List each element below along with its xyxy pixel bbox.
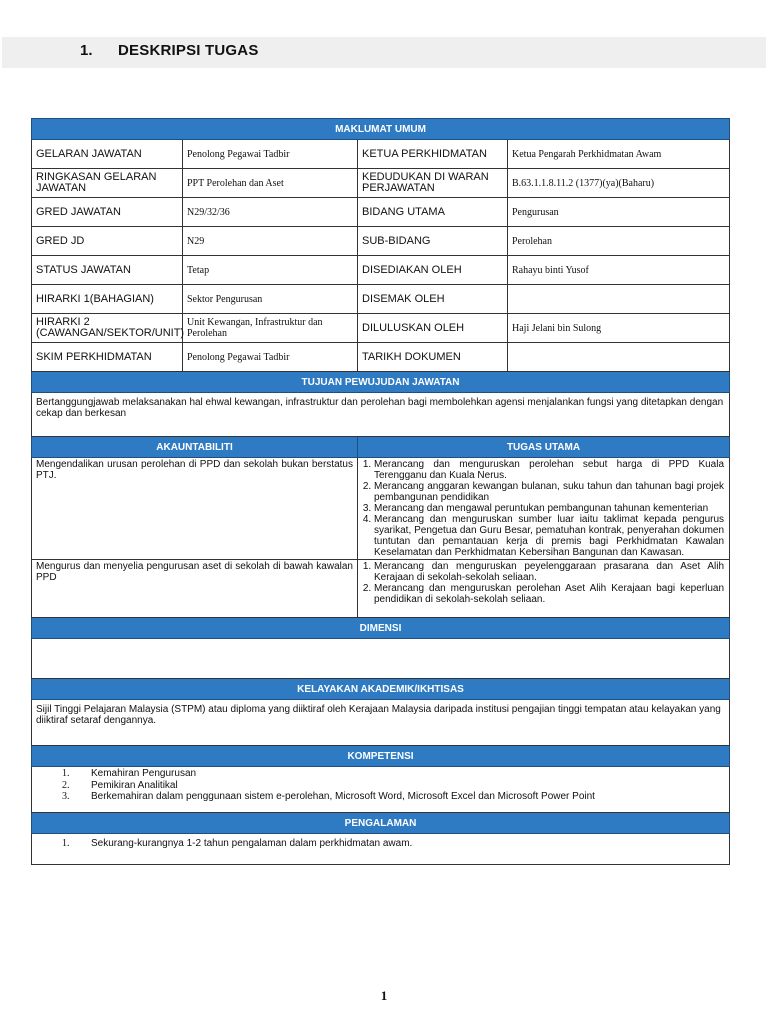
list-number: 1. [62, 838, 70, 849]
page-number: 1 [380, 988, 388, 1003]
list-number: 1. [62, 768, 70, 779]
section-number: 1. [80, 42, 93, 59]
dimensi-body [32, 639, 730, 679]
value-hirarki-1: Sektor Pengurusan [183, 285, 358, 314]
akauntabiliti-text-2: Mengurus dan menyelia pengurusan aset di sekolah di bawah kawalan PPD [32, 560, 358, 618]
job-description-table [31, 118, 730, 865]
label-gelaran-jawatan: GELARAN JAWATAN [32, 140, 183, 169]
pengalaman-list [32, 834, 730, 865]
list-number: 3. [62, 791, 70, 802]
tugas-item: 3. Merancang dan mengawal peruntukan pembangunan tahunan kementerian [374, 503, 724, 514]
kompetensi-header: KOMPETENSI [32, 746, 730, 767]
value-gred-jd: N29 [183, 227, 358, 256]
label-hirarki-2: HIRARKI 2 (CAWANGAN/SEKTOR/UNIT) [32, 314, 183, 343]
info-row-gred-jd [32, 227, 730, 256]
tugas-list-1 [358, 458, 730, 560]
list-item [36, 768, 725, 780]
dimensi-header: DIMENSI [32, 618, 730, 639]
tujuan-text: Bertanggungjawab melaksanakan hal ehwal kewangan, infrastruktur dan perolehan bagi membolehkan agensi menjalankan fungsi yang ditetapkan dengan cekap dan berkesan [32, 393, 730, 437]
value-bidang-utama: Pengurusan [508, 198, 730, 227]
label-gred-jawatan: GRED JAWATAN [32, 198, 183, 227]
label-kedudukan-waran: KEDUDUKAN DI WARAN PERJAWATAN [358, 169, 508, 198]
pengalaman-header: PENGALAMAN [32, 813, 730, 834]
value-sub-bidang: Perolehan [508, 227, 730, 256]
kelayakan-header: KELAYAKAN AKADEMIK/IKHTISAS [32, 679, 730, 700]
label-tarikh-dokumen: TARIKH DOKUMEN [358, 343, 508, 372]
value-ketua-perkhidmatan: Ketua Pengarah Perkhidmatan Awam [508, 140, 730, 169]
value-diluluskan-oleh: Haji Jelani bin Sulong [508, 314, 730, 343]
list-item [36, 838, 725, 850]
info-row-hirarki-1 [32, 285, 730, 314]
list-number: 2. [62, 779, 70, 791]
tujuan-header: TUJUAN PEWUJUDAN JAWATAN [32, 372, 730, 393]
section-heading [2, 37, 766, 68]
label-bidang-utama: BIDANG UTAMA [358, 198, 508, 227]
list-text: Kemahiran Pengurusan [91, 768, 197, 779]
info-row-skim [32, 343, 730, 372]
value-status-jawatan: Tetap [183, 256, 358, 285]
info-row-status [32, 256, 730, 285]
label-disediakan-oleh: DISEDIAKAN OLEH [358, 256, 508, 285]
label-gred-jd: GRED JD [32, 227, 183, 256]
label-hirarki-1: HIRARKI 1(BAHAGIAN) [32, 285, 183, 314]
list-text: Berkemahiran dalam penggunaan sistem e-perolehan, Microsoft Word, Microsoft Excel dan Microsoft Power Point [91, 791, 595, 802]
kompetensi-list [32, 767, 730, 813]
section-title: DESKRIPSI TUGAS [118, 42, 259, 59]
list-text: Pemikiran Analitikal [91, 779, 178, 791]
akauntabiliti-header: AKAUNTABILITI [32, 437, 358, 458]
maklumat-umum-header: MAKLUMAT UMUM [32, 119, 730, 140]
value-hirarki-2: Unit Kewangan, Infrastruktur dan Perolehan [183, 314, 358, 343]
tugas-item: 1. Merancang dan menguruskan peyelenggaraan prasarana dan Aset Alih Kerajaan di sekolah-sekolah seliaan. [374, 561, 724, 583]
akauntabiliti-row-2 [32, 560, 730, 618]
list-item [36, 780, 725, 792]
list-text: Sekurang-kurangnya 1-2 tahun pengalaman dalam perkhidmatan awam. [91, 838, 413, 849]
tugas-utama-header: TUGAS UTAMA [358, 437, 730, 458]
label-status-jawatan: STATUS JAWATAN [32, 256, 183, 285]
akauntabiliti-row-1 [32, 458, 730, 560]
tugas-item: 2. Merancang dan menguruskan perolehan Aset Alih Kerajaan bagi keperluan pendidikan di sekolah-sekolah seliaan. [374, 583, 724, 605]
label-sub-bidang: SUB-BIDANG [358, 227, 508, 256]
tugas-item: 1. Merancang dan menguruskan perolehan sebut harga di PPD Kuala Terengganu dan Kuala Nerus. [374, 459, 724, 481]
value-gred-jawatan: N29/32/36 [183, 198, 358, 227]
info-row-hirarki-2 [32, 314, 730, 343]
value-ringkasan-gelaran: PPT Perolehan dan Aset [183, 169, 358, 198]
label-disemak-oleh: DISEMAK OLEH [358, 285, 508, 314]
label-ringkasan-gelaran: RINGKASAN GELARAN JAWATAN [32, 169, 183, 198]
job-description-document [31, 118, 729, 865]
label-diluluskan-oleh: DILULUSKAN OLEH [358, 314, 508, 343]
value-disemak-oleh [508, 285, 730, 314]
label-skim-perkhidmatan: SKIM PERKHIDMATAN [32, 343, 183, 372]
kelayakan-text: Sijil Tinggi Pelajaran Malaysia (STPM) atau diploma yang diiktiraf oleh Kerajaan Malaysia daripada institusi pengajian tinggi tempatan atau kelayakan yang diiktiraf setaraf dengannya. [32, 700, 730, 746]
value-gelaran-jawatan: Penolong Pegawai Tadbir [183, 140, 358, 169]
value-skim-perkhidmatan: Penolong Pegawai Tadbir [183, 343, 358, 372]
value-kedudukan-waran: B.63.1.1.8.11.2 (1377)(ya)(Baharu) [508, 169, 730, 198]
info-row-gelaran [32, 140, 730, 169]
tugas-list-2 [358, 560, 730, 618]
value-disediakan-oleh: Rahayu binti Yusof [508, 256, 730, 285]
label-ketua-perkhidmatan: KETUA PERKHIDMATAN [358, 140, 508, 169]
list-item [36, 791, 725, 803]
value-tarikh-dokumen [508, 343, 730, 372]
akauntabiliti-text-1: Mengendalikan urusan perolehan di PPD dan sekolah bukan berstatus PTJ. [32, 458, 358, 560]
info-row-gred-jawatan [32, 198, 730, 227]
info-row-ringkasan [32, 169, 730, 198]
tugas-item: 2. Merancang anggaran kewangan bulanan, suku tahun dan tahunan bagi projek pembangunan pendidikan [374, 481, 724, 503]
tugas-item: 4. Merancang dan menguruskan sumber luar iaitu taklimat kepada pengurus syarikat, Pengetua dan Guru Besar, pematuhan kontrak, penyerahan dokumen tuntutan dan pemantauan kerja di premis bagi Perkhidmatan Kawalan Keselamatan dan Perkhidmatan Kebersihan Bangunan dan Kawasan. [374, 514, 724, 558]
